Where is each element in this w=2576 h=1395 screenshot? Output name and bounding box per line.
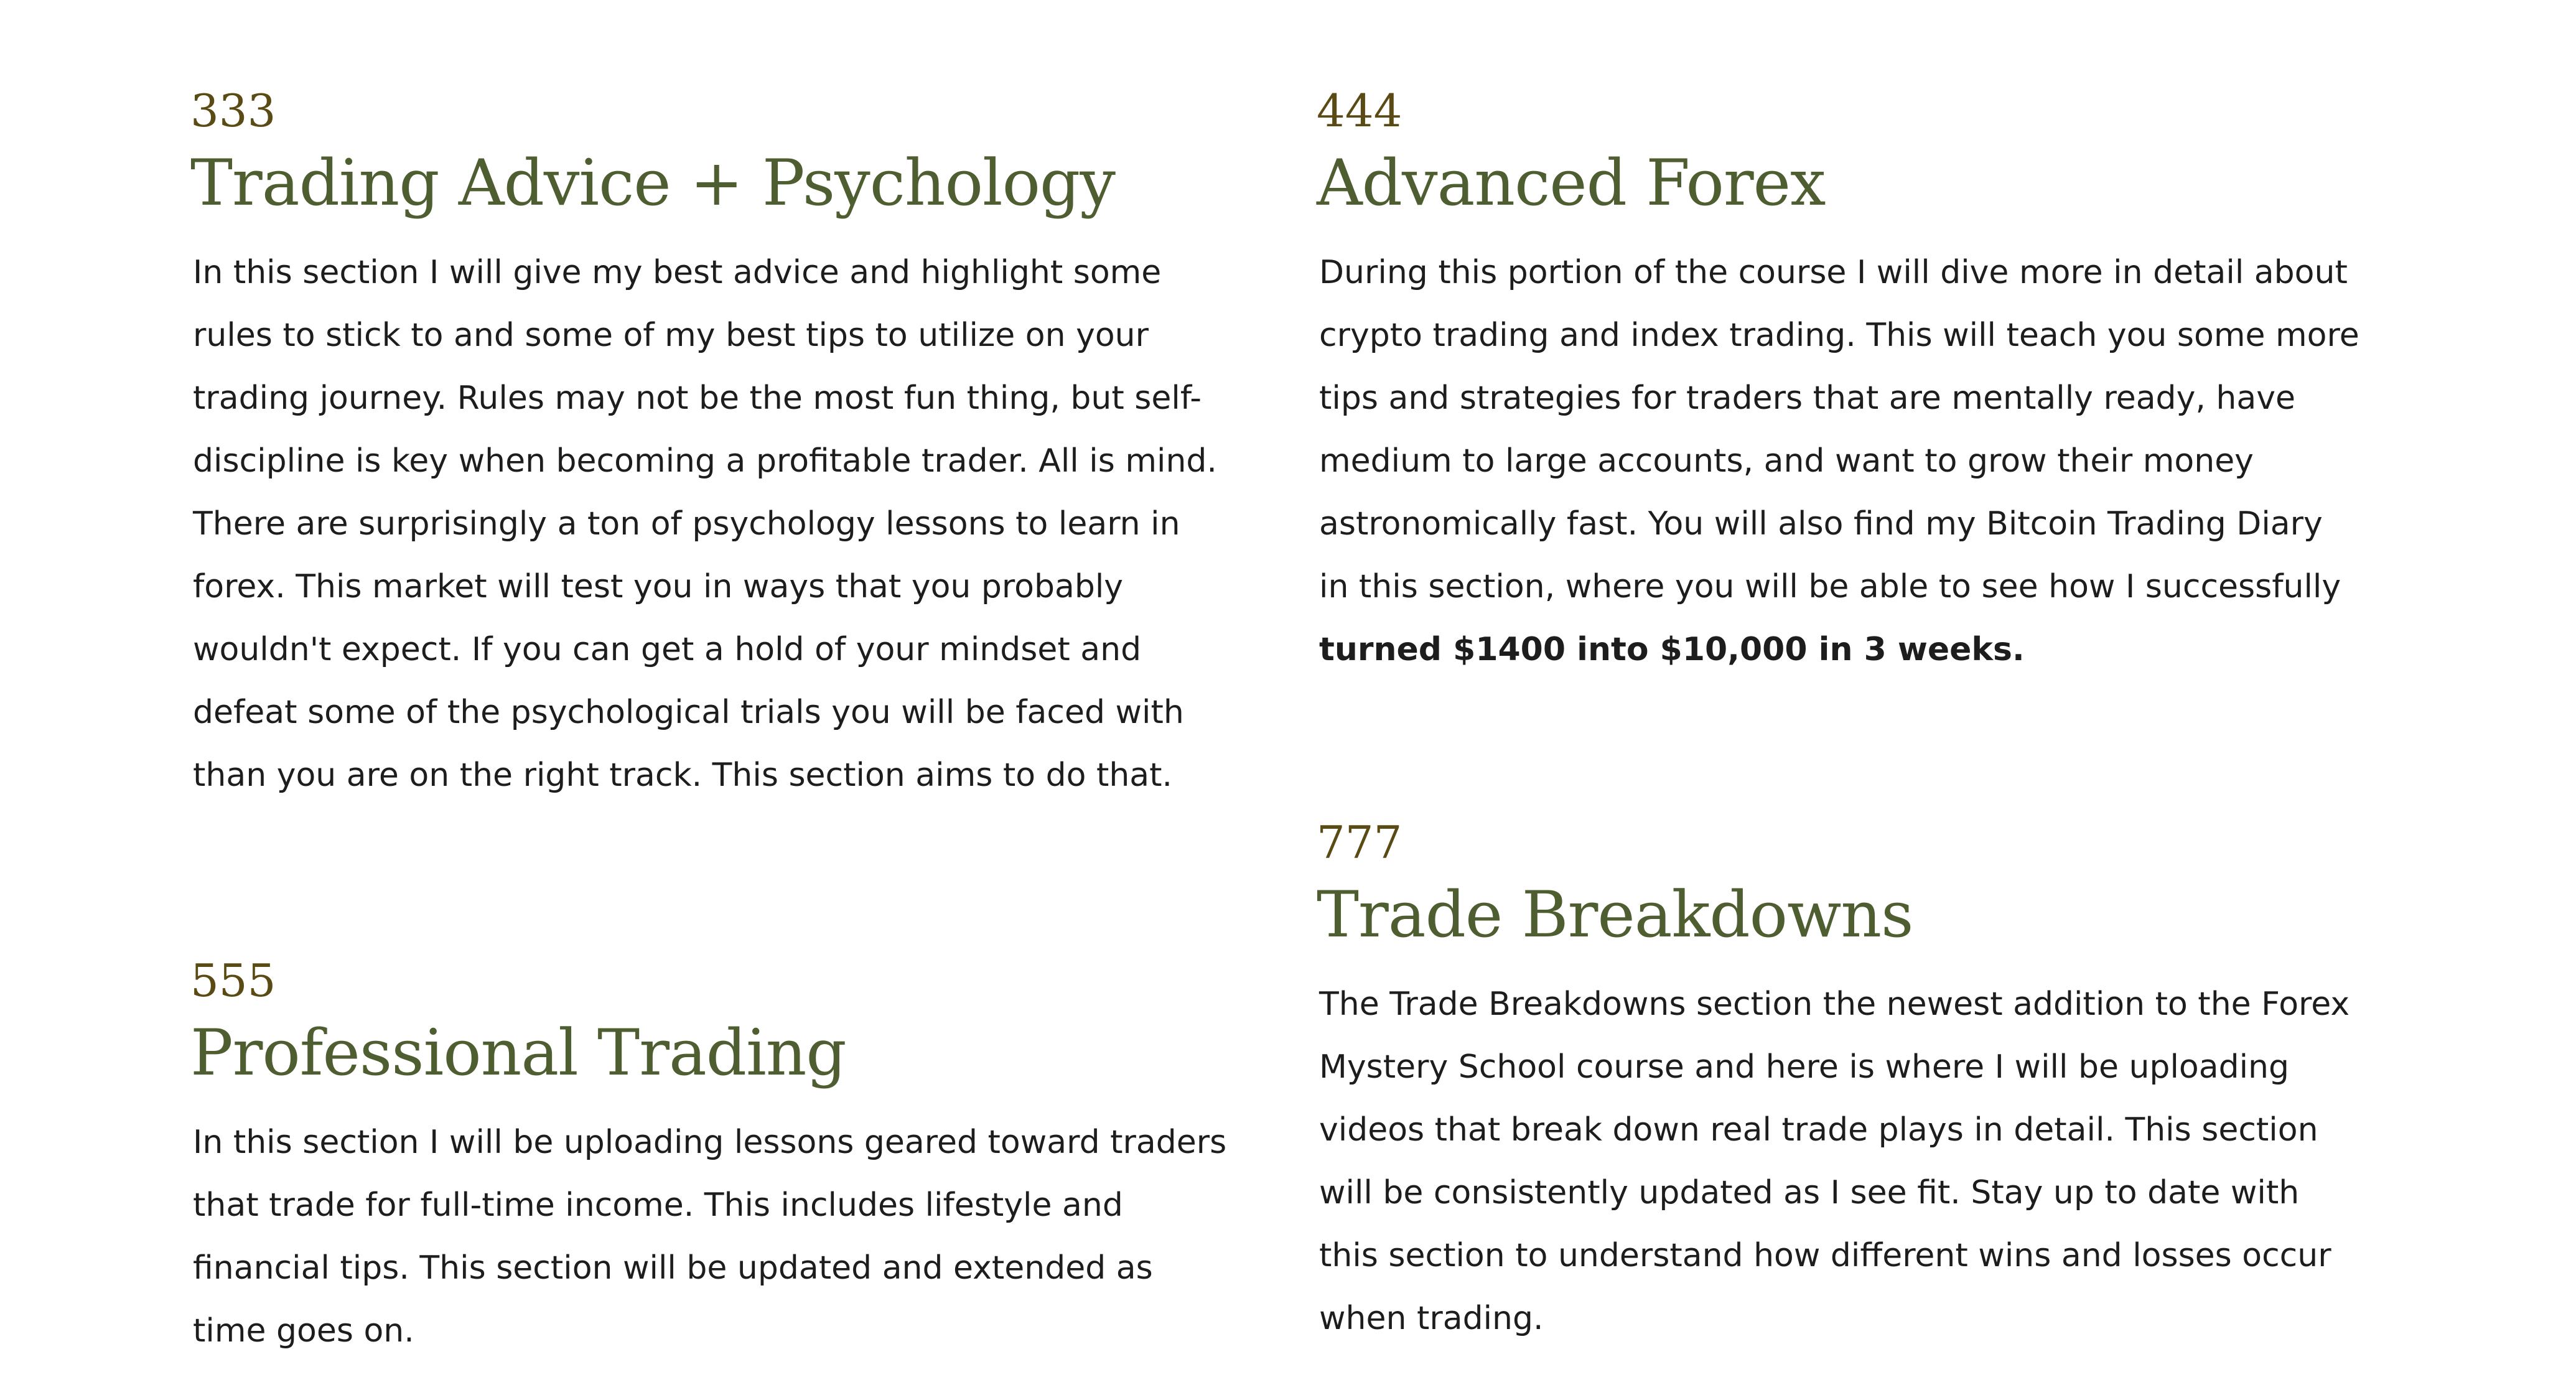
- section-professional-trading: [190, 954, 1236, 1363]
- section-title: Trading Advice + Psychology: [190, 146, 1115, 220]
- section-body: [1319, 241, 2362, 681]
- section-title: Advanced Forex: [1317, 146, 1826, 220]
- section-number: 777: [1317, 816, 1402, 869]
- section-advanced-forex: [1317, 85, 2362, 681]
- section-body: In this section I will give my best advice and highlight some rules to stick to and some of my best tips to utilize on your trading journey. Rules may not be the most fun thing, but self-discipline is key when becoming a profitable trader. All is mind. There are surprisingly a ton of psychology lessons to learn in forex. This market will test you in ways that you probably wouldn't expect. If you can get a hold of your mindset and defeat some of the psychological trials you will be faced with than you are on the right track. This section aims to do that.: [193, 254, 1217, 795]
- section-number: 444: [1317, 85, 1402, 137]
- section-trade-breakdowns: [1317, 816, 2362, 1350]
- section-number: 333: [190, 85, 276, 137]
- section-trading-advice: [190, 85, 1236, 807]
- section-body-text: During this portion of the course I will dive more in detail about crypto trading and index trading. This will teach you some more tips and strategies for traders that are mentally ready, have medium to large accounts, and want to grow their money astronomically fast. You will also find my Bitcoin Trading Diary in this section, where you will be able to see how I successfully: [1319, 254, 2359, 606]
- section-body: In this section I will be uploading lessons geared toward traders that trade for full-time income. This includes lifestyle and financial tips. This section will be updated and extended as time goes on.: [193, 1124, 1227, 1350]
- section-body: The Trade Breakdowns section the newest addition to the Forex Mystery School course and here is where I will be uploading videos that break down real trade plays in detail. This section will be consistently updated as I see fit. Stay up to date with this section to understand how different wins and losses occur when trading.: [1319, 986, 2350, 1338]
- section-body-highlight: turned $1400 into $10,000 in 3 weeks.: [1319, 631, 2025, 669]
- section-number: 555: [190, 954, 276, 1007]
- section-title: Professional Trading: [190, 1016, 846, 1090]
- section-title: Trade Breakdowns: [1317, 878, 1913, 952]
